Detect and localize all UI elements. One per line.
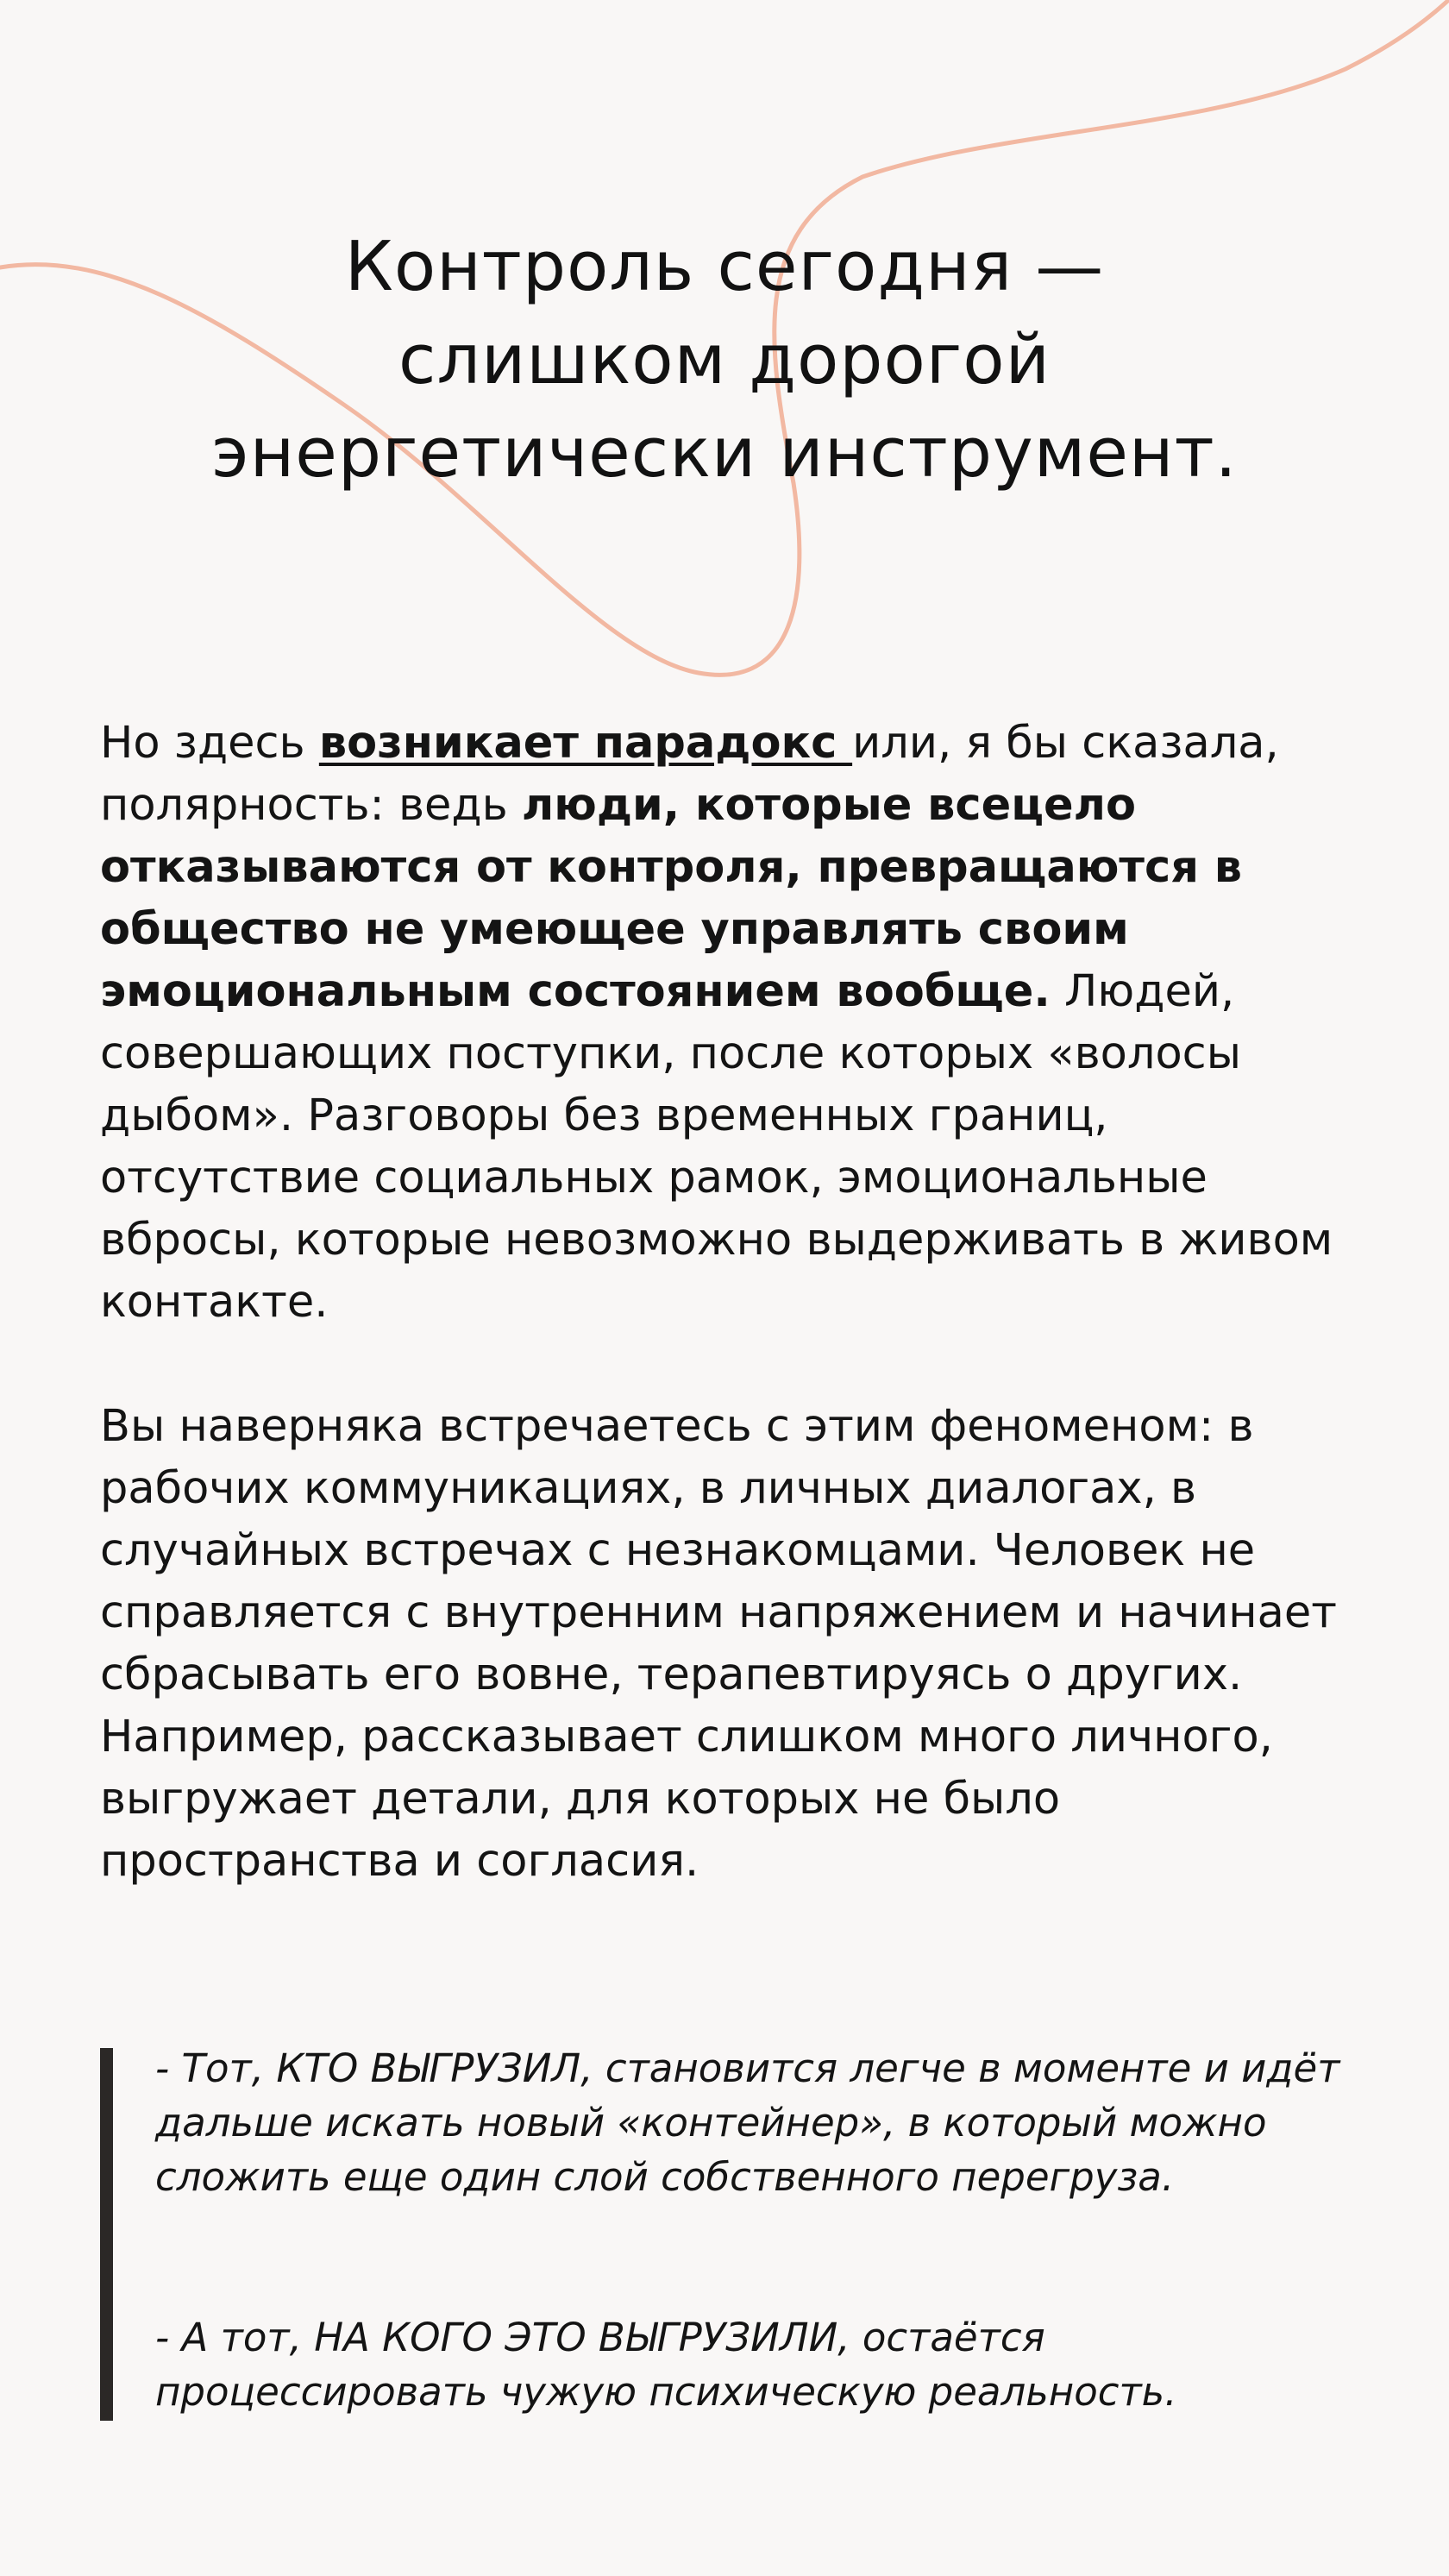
title-line-2: слишком дорогой <box>398 320 1051 399</box>
paradox-rest: Людей, совершающих поступки, после которых «волосы дыбом». Разговоры без временных границ, отсутствие социальных рамок, эмоциональные вбросы, которые невозможно выдерживать в живом контакте. <box>100 966 1333 1328</box>
paradox-intro: Но здесь <box>100 718 319 769</box>
page-title <box>121 220 1328 499</box>
phenomenon-paragraph: Вы наверняка встречаетесь с этим феноменом: в рабочих коммуникациях, в личных диалогах, в случайных встречах с незнакомцами. Человек не справляется с внутренним напряжением и начинает сбрасывать его вовне, терапевтируясь о других. Например, рассказывает слишком много личного, выгружает детали, для которых не было пространства и согласия. <box>100 1401 1337 1887</box>
title-line-1: Контроль сегодня — <box>344 227 1105 306</box>
paradox-after-underline: или, я бы сказала, полярность: ведь <box>100 718 1279 831</box>
quote-bar <box>100 2048 113 2421</box>
quote-line-1: - Тот, КТО ВЫГРУЗИЛ, становится легче в моменте и идёт дальше искать новый «контейнер», в который можно сложить еще один слой собственного перегруза. <box>155 2045 1340 2200</box>
paradox-underlined-phrase: возникает парадокс <box>318 718 853 769</box>
paradox-bold-statement: люди, которые всецело отказываются от контроля, превращаются в общество не умеющее управлять своим эмоциональным состоянием вообще. <box>100 780 1242 1017</box>
paradox-paragraph <box>100 713 1359 1334</box>
quote-line-2: - А тот, НА КОГО ЭТО ВЫГРУЗИЛИ, остаётся процессировать чужую психическую реальность. <box>155 2315 1177 2415</box>
title-line-3: энергетически инструмент. <box>211 413 1238 493</box>
